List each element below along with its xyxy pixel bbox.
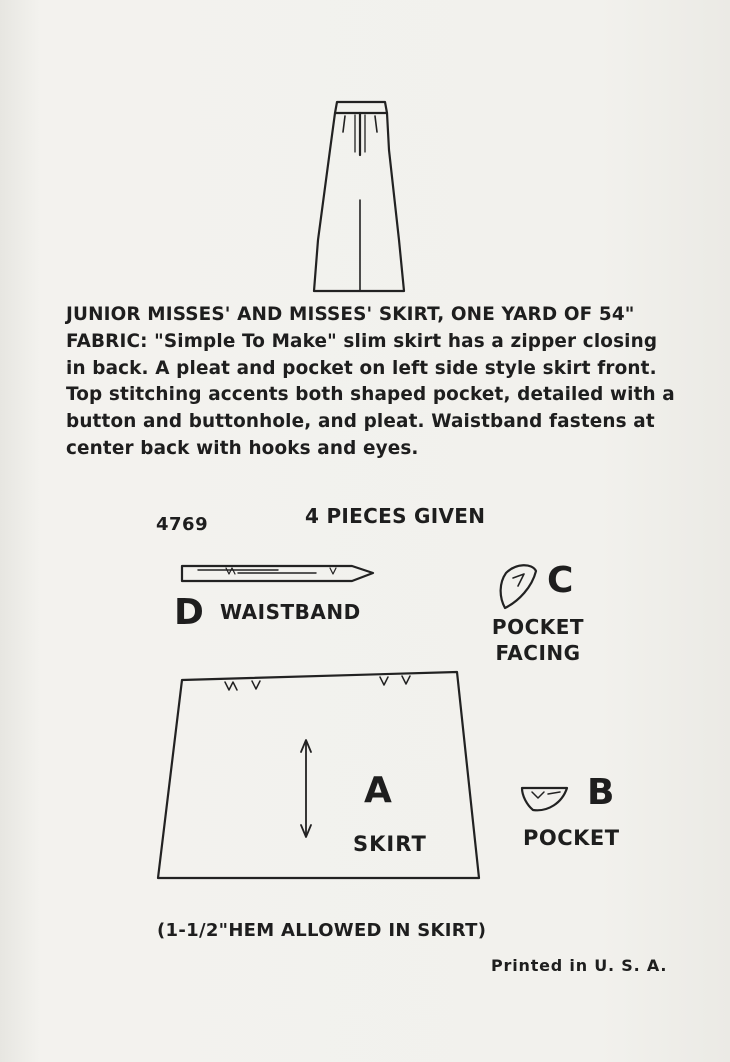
pattern-description: JUNIOR MISSES' AND MISSES' SKIRT, ONE YARD OF 54" FABRIC: "Simple To Make" slim skirt has a zipper closing in back. A pleat and pocket on left side style skirt front. Top stitching accents both shaped pocket, detailed with a button and buttonhole, and pleat. Waistband fastens at center back with hooks and eyes. (66, 304, 675, 459)
piece-d-letter: D (174, 592, 204, 633)
pocket-piece-outline (522, 788, 567, 810)
piece-d-name: WAISTBAND (220, 600, 361, 624)
piece-c-letter: C (547, 560, 574, 601)
pattern-number: 4769 (156, 514, 209, 535)
piece-c-name: POCKET FACING (491, 615, 585, 665)
piece-b-letter: B (587, 772, 615, 813)
pocket-facing-piece-outline (501, 565, 536, 608)
waistband-piece-outline (182, 566, 373, 581)
hem-allowance-note: (1-1/2"HEM ALLOWED IN SKIRT) (157, 920, 487, 941)
piece-b-name: POCKET (523, 826, 620, 850)
skirt-back-view-illustration (314, 102, 404, 291)
piece-a-name: SKIRT (353, 832, 427, 856)
skirt-piece-outline (158, 672, 479, 878)
pieces-given-label: 4 PIECES GIVEN (305, 504, 486, 528)
piece-a-letter: A (364, 770, 392, 811)
printed-in-usa: Printed in U. S. A. (491, 956, 668, 975)
